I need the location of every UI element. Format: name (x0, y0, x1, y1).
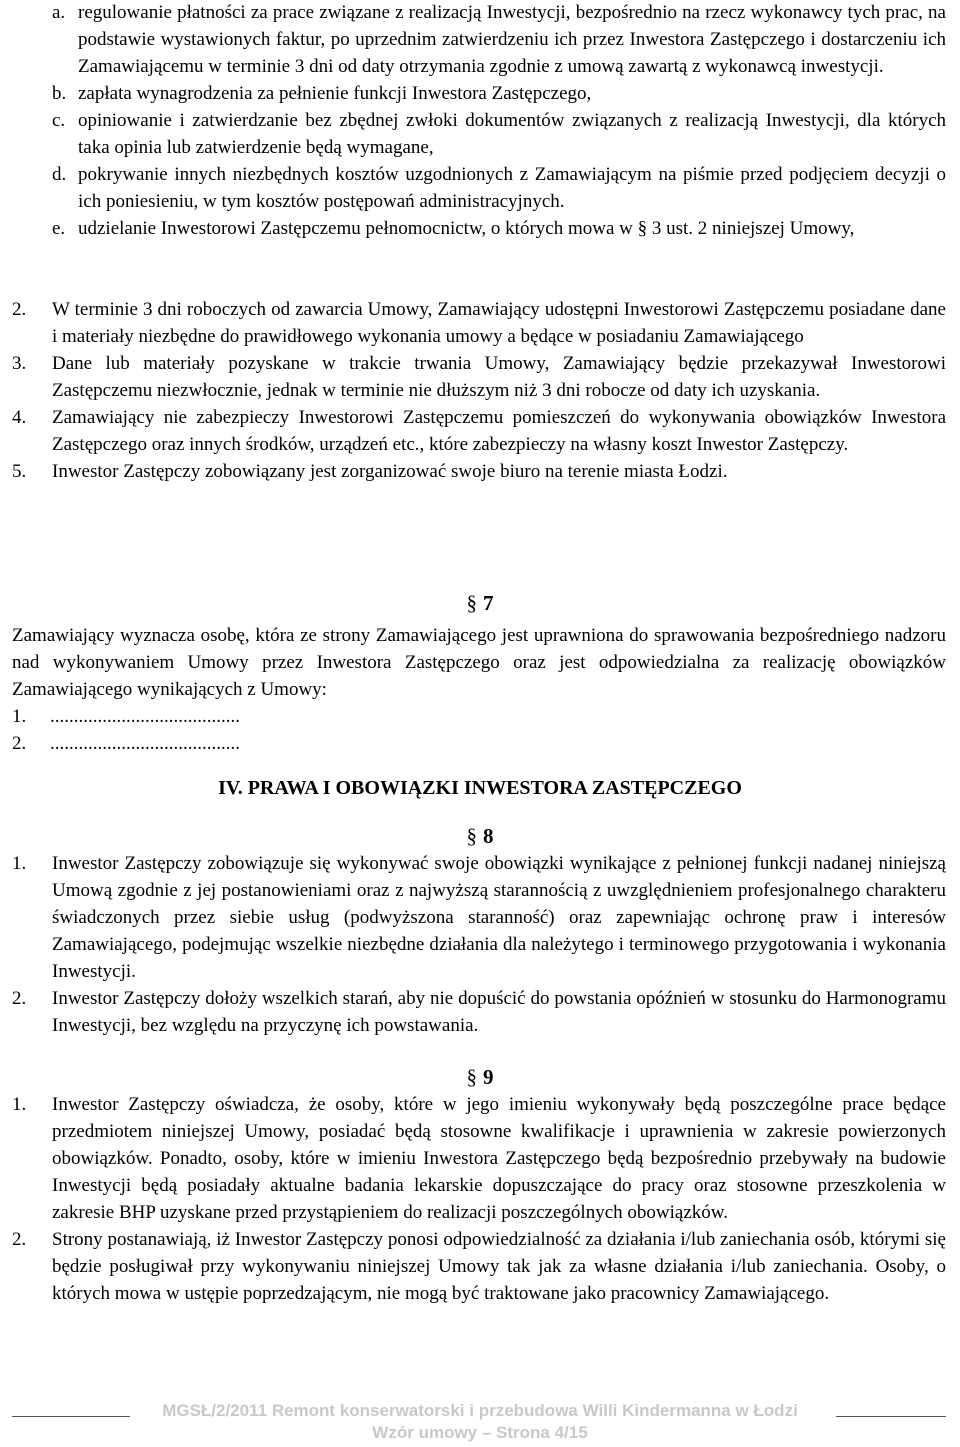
section-text: Zamawiający wyznacza osobę, która ze strony Zamawiającego jest uprawniona do sprawowania bezpośredniego nadzoru nad wykonywaniem Umowy przez Inwestora Zastępczego oraz jest odpowiedzialna za realizację obowiązków Zamawiającego wynikających z Umowy: (12, 625, 946, 700)
footer-page-number: Wzór umowy – Strona 4/15 (372, 1423, 588, 1442)
list-item: 2. Inwestor Zastępczy dołoży wszelkich starań, aby nie dopuścić do powstania opóźnień w stosunku do Harmonogramu Inwestycji, bez względu na przyczynę ich powstawania. (12, 988, 946, 1036)
footer-title: MGSŁ/2/2011 Remont konserwatorski i przebudowa Willi Kindermanna w Łodzi (162, 1401, 798, 1420)
footer-rule-right (836, 1416, 946, 1417)
section-heading: § 7 (466, 591, 494, 615)
list-item-text: W terminie 3 dni roboczych od zawarcia Umowy, Zamawiający udostępni Inwestorowi Zastępczemu posiadane dane i materiały niezbędne do prawidłowego wykonania umowy a będące w posiadaniu Zamawiającego (52, 299, 946, 347)
section-7 (0, 590, 960, 757)
blank-line-item: 2. ........................................ (12, 733, 240, 754)
points-list (0, 296, 960, 485)
list-item-text: regulowanie płatności za prace związane z realizacją Inwestycji, bezpośrednio na rzecz wykonawcy tych prac, na podstawie wystawionych faktur, po uprzednim zatwierdzeniu ich przez Inwestora Zastępczego i dostarczeniu ich Zamawiającemu w terminie 3 dni od daty otrzymania zgodnie z umową zawartą z wykonawcą inwestycji. (78, 2, 946, 77)
page-footer (0, 1400, 960, 1444)
list-item-text: Inwestor Zastępczy zobowiązuje się wykonywać swoje obowiązki wynikające z pełnionej funkcji nadanej niniejszą Umową zgodnie z jej postanowieniami oraz z najwyższą starannością z uwzględnieniem profesjonalnego charakteru świadczonych przez siebie usług (podwyższona staranność) oraz zapewniając ochronę praw i interesów Zamawiającego, podejmując wszelkie niezbędne działania dla należytego i terminowego przygotowania i wykonania Inwestycji. (52, 853, 946, 982)
footer-rule-left (12, 1416, 130, 1417)
chapter-title: IV. PRAWA I OBOWIĄZKI INWESTORA ZASTĘPCZEGO (218, 777, 742, 799)
section-8 (0, 823, 960, 1039)
list-item-text: Strony postanawiają, iż Inwestor Zastępczy ponosi odpowiedzialność za działania i/lub zaniechania osób, którymi się będzie posługiwał przy wykonywaniu niniejszej Umowy tak jak za własne działania i/lub zaniechania. Osoby, o których mowa w ustępie poprzedzającym, nie mogą być traktowane jako pracownicy Zamawiającego. (52, 1229, 946, 1304)
list-item: 2. W terminie 3 dni roboczych od zawarcia Umowy, Zamawiający udostępni Inwestorowi Zastępczemu posiadane dane i materiały niezbędne do prawidłowego wykonania umowy a będące w posiadaniu Zamawiającego (12, 299, 946, 347)
list-item: 2. Strony postanawiają, iż Inwestor Zastępczy ponosi odpowiedzialność za działania i/lub zaniechania osób, którymi się będzie posługiwał przy wykonywaniu niniejszej Umowy tak jak za własne działania i/lub zaniechania. Osoby, o których mowa w ustępie poprzedzającym, nie mogą być traktowane jako pracownicy Zamawiającego. (12, 1229, 946, 1304)
section-heading: § 9 (466, 1065, 494, 1089)
list-item: d. pokrywanie innych niezbędnych kosztów uzgodnionych z Zamawiającym na piśmie przed podjęciem decyzji o ich poniesieniu, w tym kosztów postępowań administracyjnych. (52, 164, 946, 212)
list-item-text: Inwestor Zastępczy oświadcza, że osoby, które w jego imieniu wykonywały będą poszczególne prace będące przedmiotem niniejszej Umowy, posiadać będą stosowne kwalifikacje i uprawnienia w zakresie powierzonych obowiązków. Ponadto, osoby, które w imieniu Inwestora Zastępczego będą bezpośrednio przebywały na budowie Inwestycji będą posiadały aktualne badania lekarskie dopuszczające do pracy oraz stosowne przeszkolenia w zakresie BHP uzyskane przed przystąpieniem do realizacji poszczególnych obowiązków. (52, 1094, 946, 1223)
list-item: 4. Zamawiający nie zabezpieczy Inwestorowi Zastępczemu pomieszczeń do wykonywania obowiązków Inwestora Zastępczego oraz innych środków, urządzeń etc., które zabezpieczy na własny koszt Inwestor Zastępczy. (12, 407, 946, 455)
list-item-text: Zamawiający nie zabezpieczy Inwestorowi Zastępczemu pomieszczeń do wykonywania obowiązków Inwestora Zastępczego oraz innych środków, urządzeń etc., które zabezpieczy na własny koszt Inwestor Zastępczy. (52, 407, 946, 455)
list-item: 3. Dane lub materiały pozyskane w trakcie trwania Umowy, Zamawiający będzie przekazywał Inwestorowi Zastępczemu niezwłocznie, jednak w terminie nie dłuższym niż 3 dni robocze od daty ich uzyskania. (12, 353, 946, 401)
list-item-text: Dane lub materiały pozyskane w trakcie trwania Umowy, Zamawiający będzie przekazywał Inwestorowi Zastępczemu niezwłocznie, jednak w terminie nie dłuższym niż 3 dni robocze od daty ich uzyskania. (52, 353, 946, 401)
list-item-text: udzielanie Inwestorowi Zastępczemu pełnomocnictw, o których mowa w § 3 ust. 2 niniejszej Umowy, (78, 218, 855, 239)
list-item: 1. Inwestor Zastępczy oświadcza, że osoby, które w jego imieniu wykonywały będą poszczególne prace będące przedmiotem niniejszej Umowy, posiadać będą stosowne kwalifikacje i uprawnienia w zakresie powierzonych obowiązków. Ponadto, osoby, które w imieniu Inwestora Zastępczego będą bezpośrednio przebywały na budowie Inwestycji będą posiadały aktualne badania lekarskie dopuszczające do pracy oraz stosowne przeszkolenia w zakresie BHP uzyskane przed przystąpieniem do realizacji poszczególnych obowiązków. (12, 1094, 946, 1223)
list-item: 5. Inwestor Zastępczy zobowiązany jest zorganizować swoje biuro na terenie miasta Łodzi. (12, 461, 728, 482)
section-heading: § 8 (466, 824, 494, 848)
blank-line-item: 1. ........................................ (12, 706, 240, 727)
list-item-text: Inwestor Zastępczy zobowiązany jest zorganizować swoje biuro na terenie miasta Łodzi. (52, 461, 728, 482)
list-item: b. zapłata wynagrodzenia za pełnienie funkcji Inwestora Zastępczego, (52, 83, 592, 104)
list-item: c. opiniowanie i zatwierdzanie bez zbędnej zwłoki dokumentów związanych z realizacją Inwestycji, dla których taka opinia lub zatwierdzenie będą wymagane, (52, 110, 946, 158)
list-item-text: Inwestor Zastępczy dołoży wszelkich starań, aby nie dopuścić do powstania opóźnień w stosunku do Harmonogramu Inwestycji, bez względu na przyczynę ich powstawania. (52, 988, 946, 1036)
list-item: a. regulowanie płatności za prace związane z realizacją Inwestycji, bezpośrednio na rzecz wykonawcy tych prac, na podstawie wystawionych faktur, po uprzednim zatwierdzeniu ich przez Inwestora Zastępczego i dostarczeniu ich Zamawiającemu w terminie 3 dni od daty otrzymania zgodnie z umową zawartą z wykonawcą inwestycji. (52, 2, 946, 77)
section-9 (0, 1064, 960, 1307)
subpoints-list (0, 0, 960, 242)
list-item: e. udzielanie Inwestorowi Zastępczemu pełnomocnictw, o których mowa w § 3 ust. 2 niniejszej Umowy, (52, 218, 855, 239)
list-item-text: pokrywanie innych niezbędnych kosztów uzgodnionych z Zamawiającym na piśmie przed podjęciem decyzji o ich poniesieniu, w tym kosztów postępowań administracyjnych. (78, 164, 946, 212)
list-item-text: opiniowanie i zatwierdzanie bez zbędnej zwłoki dokumentów związanych z realizacją Inwestycji, dla których taka opinia lub zatwierdzenie będą wymagane, (78, 110, 946, 158)
list-item: 1. Inwestor Zastępczy zobowiązuje się wykonywać swoje obowiązki wynikające z pełnionej funkcji nadanej niniejszą Umową zgodnie z jej postanowieniami oraz z najwyższą starannością z uwzględnieniem profesjonalnego charakteru świadczonych przez siebie usług (podwyższona staranność) oraz zapewniając ochronę praw i interesów Zamawiającego, podejmując wszelkie niezbędne działania dla należytego i terminowego przygotowania i wykonania Inwestycji. (12, 853, 946, 982)
list-item-text: zapłata wynagrodzenia za pełnienie funkcji Inwestora Zastępczego, (78, 83, 592, 104)
